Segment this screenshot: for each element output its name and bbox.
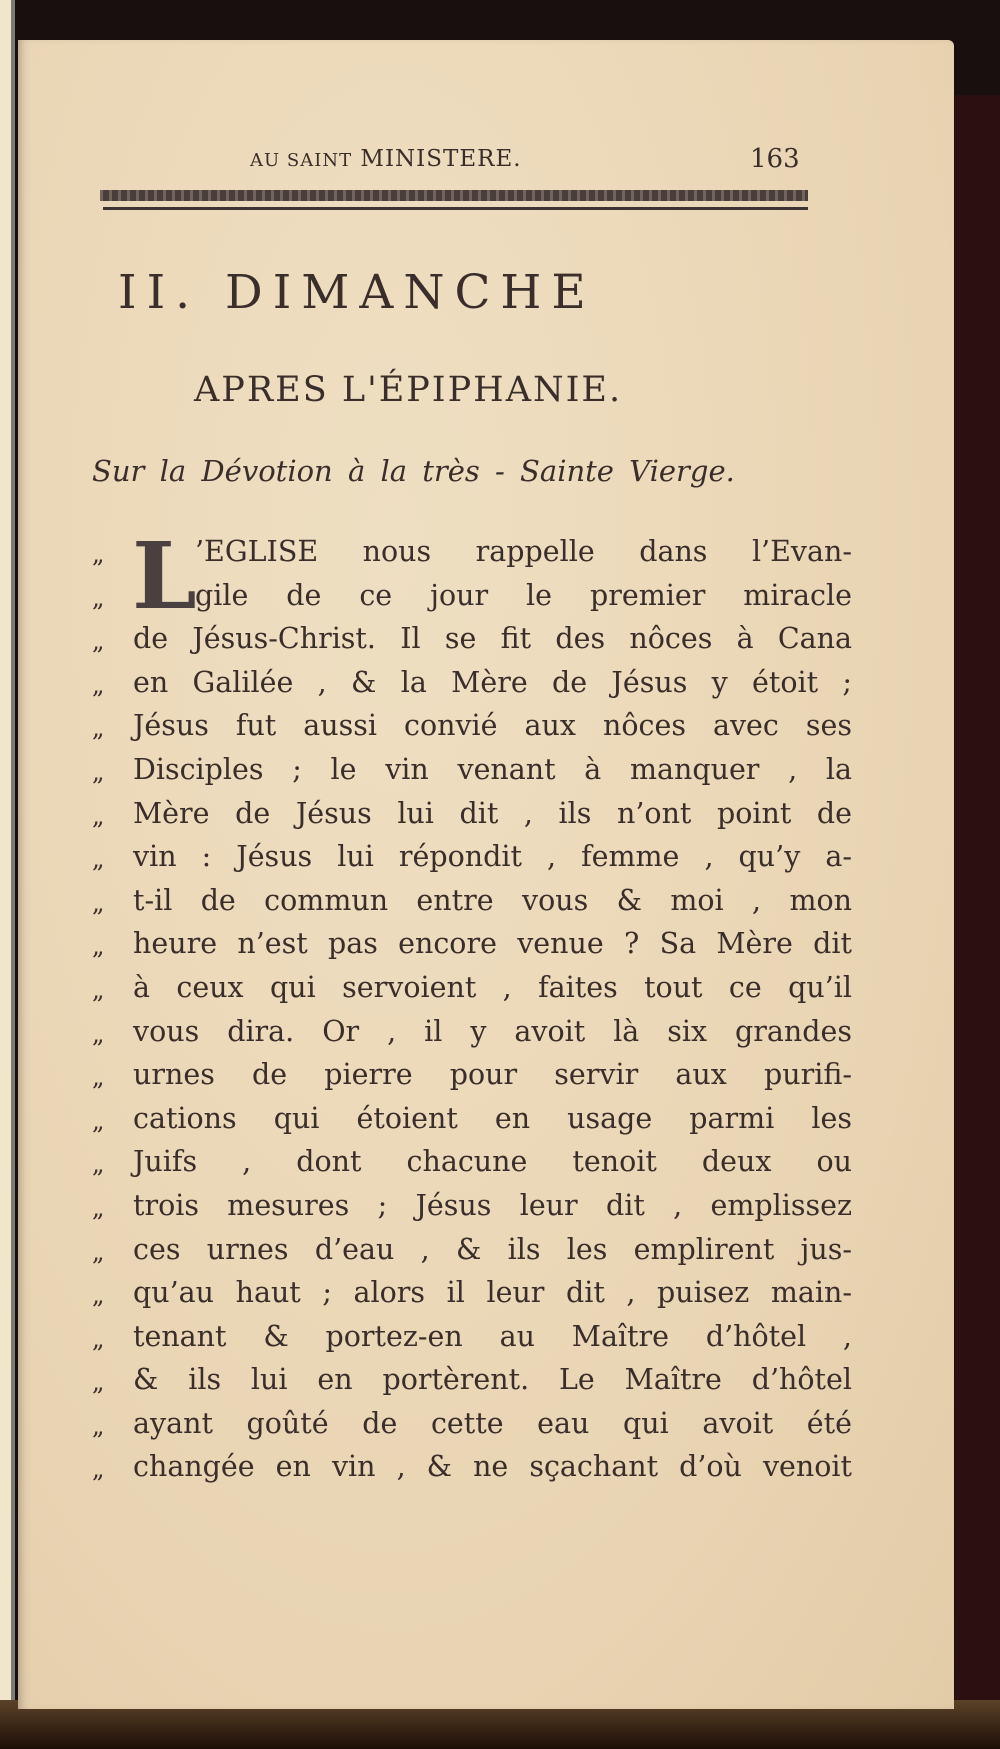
- text-line: [92, 748, 852, 792]
- ornamental-rule: [100, 190, 808, 201]
- line-text: vous dira. Or , il y avoit là six grandes: [133, 1014, 852, 1048]
- text-line: [92, 792, 852, 836]
- line-text: changée en vin , & ne sçachant d’où venoit: [133, 1450, 852, 1484]
- quotation-mark: „: [92, 1106, 105, 1135]
- text-line: [92, 661, 852, 705]
- line-text: t-il de commun entre vous & moi , mon: [133, 883, 852, 917]
- line-text: urnes de pierre pour servir aux purifi-: [133, 1058, 852, 1092]
- line-text: ayant goûté de cette eau qui avoit été: [133, 1406, 852, 1440]
- line-text: ces urnes d’eau , & ils les emplirent jus-: [133, 1232, 852, 1266]
- text-line: [92, 1228, 852, 1272]
- scan-background-right: [955, 95, 1000, 1749]
- running-head-prefix: AU SAINT: [250, 150, 353, 171]
- page-number: 163: [750, 144, 800, 174]
- quotation-mark: „: [92, 1455, 105, 1484]
- quotation-mark: „: [92, 627, 105, 656]
- line-text: en Galilée , & la Mère de Jésus y étoit ;: [133, 665, 852, 699]
- quotation-mark: „: [92, 1063, 105, 1092]
- quotation-mark: „: [92, 801, 105, 830]
- quotation-mark: „: [92, 1150, 105, 1179]
- quotation-mark: „: [92, 583, 105, 612]
- line-text: & ils lui en portèrent. Le Maître d’hôtel: [133, 1363, 852, 1397]
- text-line: [92, 1184, 852, 1228]
- text-line: [92, 704, 852, 748]
- text-line: [92, 1010, 852, 1054]
- line-text: qu’au haut ; alors il leur dit , puisez main-: [133, 1276, 852, 1310]
- running-head-title: MINISTERE.: [360, 146, 522, 172]
- text-line: [92, 966, 852, 1010]
- quotation-mark: „: [92, 932, 105, 961]
- line-text: Juifs , dont chacune tenoit deux ou: [133, 1145, 852, 1179]
- rule-line: [103, 207, 808, 210]
- text-line: [92, 1097, 852, 1141]
- text-line: [92, 530, 852, 574]
- quotation-mark: „: [92, 1019, 105, 1048]
- line-text: trois mesures ; Jésus leur dit , emplissez: [133, 1188, 852, 1222]
- line-text: tenant & portez-en au Maître d’hôtel ,: [133, 1319, 852, 1353]
- text-line: [92, 617, 852, 661]
- line-text: Jésus fut aussi convié aux nôces avec ses: [133, 709, 852, 743]
- book-page: [18, 40, 954, 1709]
- quotation-mark: „: [92, 714, 105, 743]
- text-line: [92, 1445, 852, 1489]
- quotation-mark: „: [92, 845, 105, 874]
- quotation-mark: „: [92, 1411, 105, 1440]
- quotation-mark: „: [92, 1324, 105, 1353]
- line-text: vin : Jésus lui répondit , femme , qu’y a-: [133, 840, 852, 874]
- text-line: [92, 1053, 852, 1097]
- quotation-mark: „: [92, 540, 105, 568]
- text-line: [92, 1271, 852, 1315]
- line-text: Disciples ; le vin venant à manquer , la: [133, 752, 852, 786]
- text-line: [92, 1358, 852, 1402]
- quotation-mark: „: [92, 888, 105, 917]
- drop-cap: L: [132, 522, 197, 630]
- quotation-mark: „: [92, 1193, 105, 1222]
- sermon-topic: Sur la Dévotion à la très - Sainte Vierge.: [92, 454, 735, 488]
- text-line: [92, 1315, 852, 1359]
- body-text: [92, 522, 852, 1489]
- text-line: [92, 1402, 852, 1446]
- text-line: [92, 879, 852, 923]
- quotation-mark: „: [92, 975, 105, 1004]
- line-text: gile de ce jour le premier miracle: [195, 578, 852, 612]
- quotation-mark: „: [92, 757, 105, 786]
- text-line: [92, 835, 852, 879]
- line-text: de Jésus-Christ. Il se fit des nôces à Cana: [133, 622, 852, 656]
- line-text: à ceux qui servoient , faites tout ce qu’il: [133, 970, 852, 1004]
- line-text: heure n’est pas encore venue ? Sa Mère dit: [133, 927, 852, 961]
- chapter-heading: II. DIMANCHE: [118, 265, 596, 320]
- chapter-subheading: APRES L'ÉPIPHANIE.: [194, 370, 623, 410]
- quotation-mark: „: [92, 1281, 105, 1310]
- line-text: Mère de Jésus lui dit , ils n’ont point de: [133, 796, 852, 830]
- line-text: ’EGLISE nous rappelle dans l’Evan-: [195, 535, 852, 568]
- scan-edge-line: [11, 0, 15, 1700]
- text-line: [92, 574, 852, 618]
- quotation-mark: „: [92, 1368, 105, 1397]
- text-line: [92, 922, 852, 966]
- running-head: [250, 146, 522, 172]
- scan-margin-strip: [0, 0, 11, 1749]
- line-text: cations qui étoient en usage parmi les: [133, 1101, 852, 1135]
- quotation-mark: „: [92, 670, 105, 699]
- quotation-mark: „: [92, 1237, 105, 1266]
- text-line: [92, 1140, 852, 1184]
